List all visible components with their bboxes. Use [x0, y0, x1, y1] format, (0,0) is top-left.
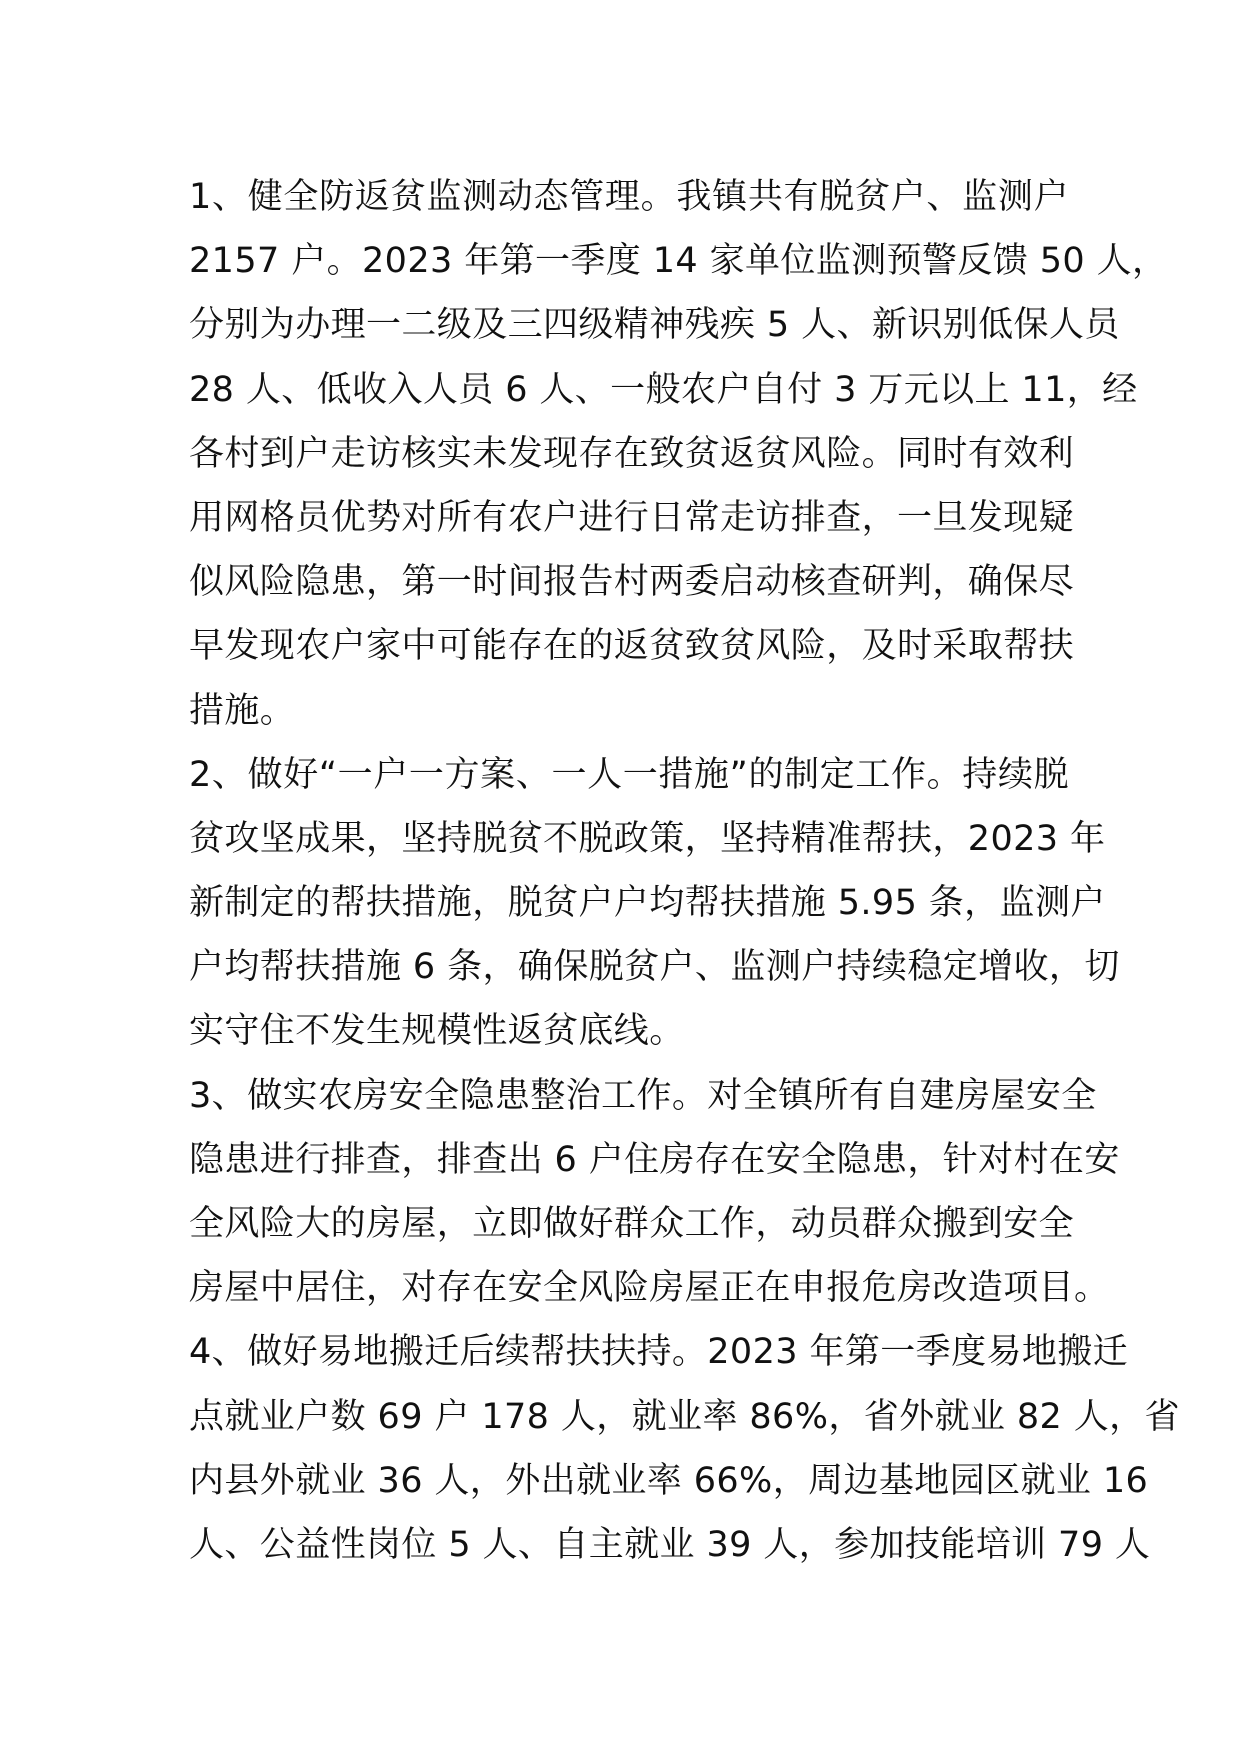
body-text: [189, 165, 1180, 1577]
text-line: 点就业户数 69 户 178 人，就业率 86%，省外就业 82 人，省: [189, 1396, 1180, 1437]
text-line: 1、健全防返贫监测动态管理。我镇共有脱贫户、监测户: [189, 177, 1069, 217]
text-line: 28 人、低收入人员 6 人、一般农户自付 3 万元以上 11，经: [189, 369, 1138, 410]
text-line: 人、公益性岗位 5 人、自主就业 39 人，参加技能培训 79 人: [189, 1524, 1151, 1565]
text-line: 分别为办理一二级及三四级精神残疾 5 人、新识别低保人员: [189, 305, 1120, 346]
text-line: 2、做好“一户一方案、一人一措施”的制定工作。持续脱: [189, 754, 1069, 795]
text-line: 用网格员优势对所有农户进行日常走访排查，一旦发现疑: [189, 497, 1075, 538]
text-line: 全风险大的房屋，立即做好群众工作，动员群众搬到安全: [189, 1204, 1075, 1244]
text-line: 实守住不发生规模性返贫底线。: [189, 1011, 685, 1052]
text-line: 户均帮扶措施 6 条，确保脱贫户、监测户持续稳定增收，切: [189, 947, 1120, 988]
text-line: 4、做好易地搬迁后续帮扶扶持。2023 年第一季度易地搬迁: [189, 1332, 1129, 1373]
text-line: 贫攻坚成果，坚持脱贫不脱政策，坚持精准帮扶，2023 年: [189, 818, 1106, 859]
text-line: 2157 户。2023 年第一季度 14 家单位监测预警反馈 50 人，: [189, 241, 1168, 282]
text-line: 内县外就业 36 人，外出就业率 66%，周边基地园区就业 16: [189, 1460, 1149, 1501]
text-line: 早发现农户家中可能存在的返贫致贫风险，及时采取帮扶: [189, 626, 1075, 667]
text-line: 房屋中居住，对存在安全风险房屋正在申报危房改造项目。: [189, 1268, 1110, 1309]
text-line: 新制定的帮扶措施，脱贫户户均帮扶措施 5.95 条，监测户: [189, 883, 1106, 924]
text-line: 措施。: [189, 690, 296, 731]
text-line: 各村到户走访核实未发现存在致贫返贫风险。同时有效利: [189, 433, 1075, 474]
text-line: 隐患进行排查，排查出 6 户住房存在安全隐患，针对村在安: [189, 1139, 1120, 1180]
text-line: 似风险隐患，第一时间报告村两委启动核查研判，确保尽: [189, 562, 1075, 603]
text-line: 3、做实农房安全隐患整治工作。对全镇所有自建房屋安全: [189, 1075, 1097, 1116]
